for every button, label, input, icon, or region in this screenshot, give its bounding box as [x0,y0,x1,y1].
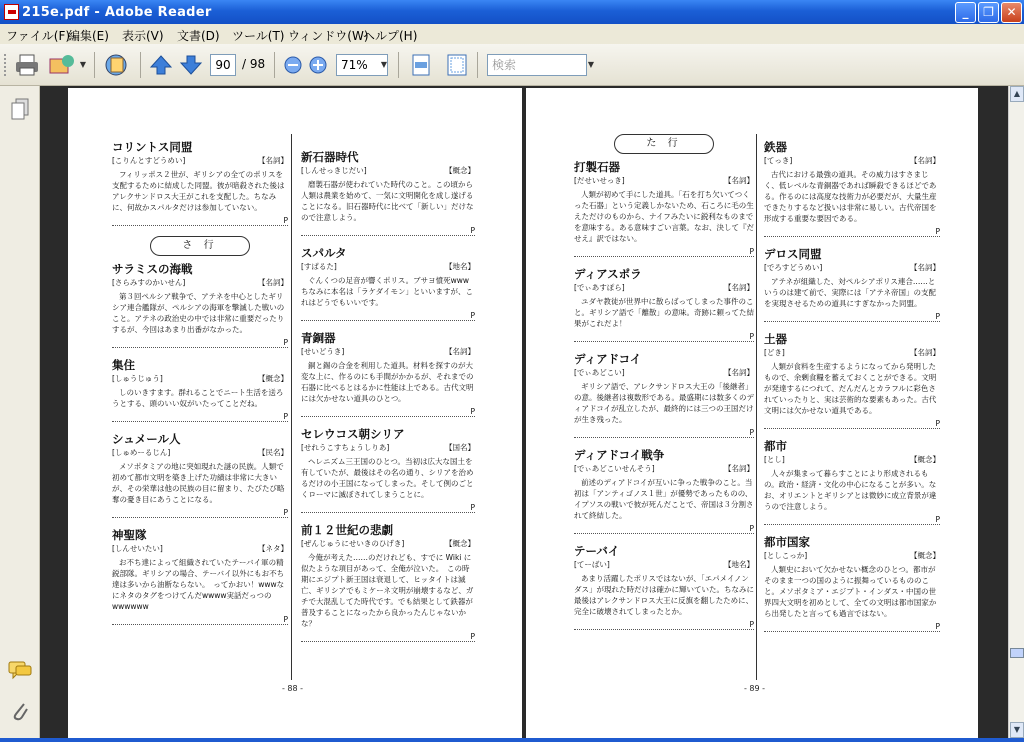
page-number-89: - 89 - [744,684,766,693]
entry-reading: [てーばい] [574,560,610,569]
entry-meta [764,155,940,166]
attachments-icon[interactable] [10,700,30,722]
document-viewer [40,86,1008,738]
entry-meta [764,454,940,465]
entry-meta [301,538,475,549]
right-page-column-2 [764,134,940,642]
page-total-label: / 98 [242,57,266,71]
page-88 [68,88,522,738]
entry-meta [764,550,940,561]
entry-page-ref: P [764,311,940,322]
entry-meta [301,442,475,453]
toolbar-separator [398,52,399,78]
entry-reading: [しゅめーるじん] [112,448,171,457]
entry-description: 今俺が考えた……のだけれども、すでに Wiki に似たような項目があって、全俺が泣いた。 この時期にエジプト新王国は衰退して、ヒッタイトは滅亡、ギリシアでもミケーネ文明が崩壊するなど、ガチで大混乱してた時代です。でも結果として鉄器が普及することになったから良かったんじゃないかな？ [301,553,474,628]
window-title: 215e.pdf - Adobe Reader [22,5,212,20]
right-page-column-1 [574,126,754,640]
entry-category-tag: 【名詞】 [910,348,940,357]
toolbar-separator [140,52,141,78]
entry-headword: デロス同盟 [764,247,822,261]
status-strip [0,738,1024,742]
entry-description: お不ち達によって組織されていたテーバイ軍の精鋭部隊。ギリシアの場合、テーバイ以外にもお不ち達は多いから油断ならない。 ってかおい！wwwなにネタのタグをつけてんだwwww実話だっつのwwwwww [112,558,285,611]
entry-page-ref: P [574,427,754,438]
entry-page-ref: P [574,523,754,534]
entry-reading: [すぱるた] [301,262,337,271]
title-bar [0,0,1024,24]
entry-category-tag: 【名詞】 [910,156,940,165]
menu-item[interactable]: 編集(E) [68,29,109,43]
column-divider [291,134,292,680]
glossary-entry [764,439,940,525]
close-button[interactable]: ✕ [1001,2,1022,23]
menu-item[interactable]: 表示(V) [122,29,164,43]
entry-page-ref: P [574,246,754,257]
fit-width-icon[interactable] [446,53,468,77]
entry-page-ref: P [764,621,940,632]
entry-category-tag: 【地名】 [724,560,754,569]
entry-page-ref: P [574,619,754,630]
scroll-down-icon[interactable]: ▼ [1010,722,1024,738]
left-page-column-1 [112,134,288,635]
scroll-up-icon[interactable]: ▲ [1010,86,1024,102]
entry-reading: [こりんとすどうめい] [112,156,186,165]
entry-headword: 青銅器 [301,331,336,345]
entry-category-tag: 【名詞】 [724,176,754,185]
entry-page-ref: P [764,514,940,525]
glossary-entry [764,535,940,632]
entry-page-ref: P [112,507,288,518]
email-dropdown-icon[interactable]: ▼ [79,60,87,69]
page-number-88: - 88 - [282,684,304,693]
entry-description: ぐんくつの足音が響くポリス。ブサヨ憤死wwwちなみに本名は「ラケダイモン」といいますが、これはどうでもいいです。 [301,276,473,307]
entry-reading: [しんせいたい] [112,544,163,553]
entry-meta [764,347,940,358]
toolbar [0,44,1024,86]
entry-description: フィリッポス２世が、ギリシアの全てのポリスを支配するために結成した同盟。彼が暗殺された後はアレクサンドロス大王がこれを支配した。ちなみに、何故かスパルタだけは参加していない。 [112,170,285,212]
entry-page-ref: P [301,310,475,321]
entry-description: しのいきすます。群れることでニート生活を送ろうとする、頭のいい奴がいたってことだね。 [112,388,284,408]
entry-meta [301,165,475,176]
entry-headword: 土器 [764,332,787,346]
entry-headword: 集住 [112,358,135,372]
entry-meta [112,543,288,554]
restore-button[interactable]: ❐ [978,2,999,23]
entry-meta [574,367,754,378]
glossary-entry [301,150,475,236]
entry-reading: [せいどうき] [301,347,345,356]
entry-meta [301,261,475,272]
entry-description: 古代における最強の道具。その威力はすさまじく、低レベルな青銅器であれば瞬殺できるほどである。作るのには高度な技術力が必要だが、大量生産できたりするなど扱いは非常に易しい。古代帝国を形成する重要な要因である。 [764,170,937,223]
entry-page-ref: P [301,631,475,642]
entry-description: 第３回ペルシア戦争で、アテネを中心としたギリシア連合艦隊が、ペルシアの海軍を撃滅した戦いのこと。アテネの政治史の中では非常に重要だったりするが、今回はあまり出番がなかった。 [112,292,285,334]
entry-category-tag: 【民名】 [258,448,288,457]
entry-page-ref: P [112,215,288,226]
glossary-entry [574,544,754,630]
entry-page-ref: P [301,406,475,417]
scrollbar-thumb[interactable] [1010,648,1024,658]
entry-headword: 打製石器 [574,160,620,174]
pages-panel-icon[interactable] [10,98,30,120]
entry-headword: ディアスポラ [574,267,642,281]
entry-category-tag: 【概念】 [258,374,288,383]
glossary-entry [301,523,475,642]
entry-description: 磨製石器が使われていた時代のこと。この頃から人類は農業を始めて、一気に文明開化を成し遂げることになる。旧石器時代に比べて「新しい」だけなので注意しよう。 [301,180,474,222]
entry-description: あまり活躍したポリスではないが、「エパメイノンダス」が現れた時だけは確かに輝いていた。ちなみに最後はアレクサンドロス大王に反旗を翻したために、完全に破壊されてしまったとか。 [574,574,754,616]
glossary-entry [112,432,288,518]
toolbar-grip [4,54,8,76]
glossary-entry [301,427,475,513]
entry-reading: [でろすどうめい] [764,263,823,272]
search-input[interactable]: 検索 [487,54,587,76]
entry-category-tag: 【名詞】 [445,347,475,356]
glossary-entry [764,140,940,237]
entry-reading: [てっき] [764,156,793,165]
entry-description: 銅と錫の合金を利用した道具。材料を探すのが大変な上に、作るのにも手間がかかるが、それまでの石器に比べるとはるかに性能は上である。古代文明には欠かせない道具のひとつ。 [301,361,474,403]
entry-headword: シュメール人 [112,432,181,446]
search-dropdown-icon[interactable]: ▼ [587,60,595,69]
entry-description: ギリシア語で、アレクサンドロス大王の「後継者」の意。後継者は複数形である。最盛期には数多くのディアドコイが乱立したが、最終的には三つの王国だけが生き残った。 [574,382,754,424]
email-icon[interactable] [48,53,76,77]
entry-meta [112,373,288,384]
entry-category-tag: 【概念】 [445,166,475,175]
glossary-entry [112,262,288,348]
menu-bar [0,24,1024,44]
entry-description: アテネが組織した、対ペルシアポリス連合……というのは建て前で、実際には「アテネ帝国」の支配を実現させるための道具にすぎなかった同盟。 [764,277,937,308]
zoom-dropdown-icon[interactable]: ▼ [380,60,388,69]
entry-meta [112,155,288,166]
entry-reading: [でぃあどこいせんそう] [574,464,655,473]
menu-item[interactable]: ツール(T) [232,29,285,43]
entry-reading: [しゅうじゅう] [112,374,163,383]
glossary-entry [301,331,475,417]
entry-headword: 神聖隊 [112,528,147,542]
menu-item[interactable]: 文書(D) [177,29,220,43]
entry-headword: 都市 [764,439,787,453]
entry-category-tag: 【名詞】 [724,368,754,377]
entry-reading: [しんせっきじだい] [301,166,367,175]
entry-page-ref: P [301,225,475,236]
entry-meta [574,175,754,186]
entry-meta [574,282,754,293]
navigation-panel [0,86,40,742]
next-page-icon[interactable] [180,54,202,76]
entry-description: 人類が初めて手にした道具。「石を打ち欠いてつくった石器」という定義しかないため、石ころに毛の生えただけのものから、ナイフみたいに鋭利なものまでを意味する。ある意味すごい言葉。なお、決して『だせえ』訳ではない。 [574,190,754,243]
entry-category-tag: 【名詞】 [910,263,940,272]
fit-page-icon[interactable] [410,53,432,77]
entry-meta [112,447,288,458]
entry-headword: サラミスの海戦 [112,262,193,276]
entry-category-tag: 【名詞】 [724,464,754,473]
entry-page-ref: P [112,411,288,422]
entry-reading: [としこっか] [764,551,808,560]
entry-headword: 前１２世紀の悲劇 [301,523,393,537]
entry-reading: [せれうこすちょうしりあ] [301,443,390,452]
section-header: た 行 [614,134,714,154]
entry-headword: ディアドコイ [574,352,642,366]
entry-headword: 都市国家 [764,535,810,549]
entry-headword: スパルタ [301,246,347,260]
zoom-out-icon[interactable] [284,56,302,74]
entry-description: メソポタミアの地に突如現れた謎の民族。人類で初めて都市文明を築き上げた功績は非常に大きいが、その栄華は他の民族の目に留まり、たびたび略奪の憂き目にあうことになる。 [112,462,285,504]
entry-category-tag: 【ネタ】 [258,544,288,553]
entry-headword: セレウコス朝シリア [301,427,405,441]
entry-page-ref: P [112,337,288,348]
entry-category-tag: 【地名】 [445,262,475,271]
entry-meta [574,559,754,570]
section-header: さ 行 [150,236,250,256]
entry-headword: 新石器時代 [301,150,359,164]
entry-category-tag: 【国名】 [445,443,475,452]
glossary-entry [112,140,288,226]
toolbar-separator [274,52,275,78]
entry-page-ref: P [764,226,940,237]
entry-meta [764,262,940,273]
entry-page-ref: P [574,331,754,342]
entry-reading: [でぃあすぽら] [574,283,625,292]
glossary-entry [301,246,475,321]
entry-headword: ディアドコイ戦争 [574,448,665,462]
glossary-entry [764,332,940,429]
entry-reading: [とし] [764,455,785,464]
entry-reading: [だせいせっき] [574,176,625,185]
entry-category-tag: 【名詞】 [258,278,288,287]
entry-reading: [でぃあどこい] [574,368,625,377]
page-89 [526,88,978,738]
entry-headword: コリントス同盟 [112,140,193,154]
entry-page-ref: P [764,418,940,429]
pdf-file-icon [4,4,19,20]
menu-item[interactable]: ヘルプ(H) [363,29,418,43]
entry-headword: テーバイ [574,544,620,558]
glossary-entry [574,267,754,342]
entry-category-tag: 【概念】 [910,455,940,464]
entry-description: 人類が食料を生産するようになってから発明したもので、余剰食糧を蓄えておくことができる。文明が発達するにつれて、だんだんとカラフルに彩色されていったりと、実は芸術的な要素もあった。古代文明には欠かせない道具である。 [764,362,937,415]
entry-description: 人々が集まって暮らすことにより形成されるもの。政治・経済・文化の中心になることが多い。なお、オリエントとギリシアとは微妙に成立背景が違うので注意しよう。 [764,469,937,511]
entry-meta [301,346,475,357]
entry-reading: [さらみすのかいせん] [112,278,186,287]
entry-page-ref: P [112,614,288,625]
entry-description: 前述のディアドコイが互いに争った戦争のこと。当初は「アンティゴノス１世」が優勢であったものの、イプソスの戦いで彼が死んだことで、帝国は３分割されて終結した。 [574,478,754,520]
entry-page-ref: P [301,502,475,513]
entry-description: ヘレニズム三王国のひとつ。当初は広大な国土を有していたが、最後はその名の通り、シリアを治めるだけの小王国になってしまった。そして例のごとくローマに滅ぼされてしまうことに。 [301,457,474,499]
glossary-entry [574,448,754,534]
left-page-column-2 [301,144,475,652]
zoom-level-input[interactable]: 71% [336,54,388,76]
comments-icon[interactable] [8,660,32,680]
acrobat-online-icon[interactable] [103,52,131,78]
entry-reading: [ぜんじゅうにせいきのひげき] [301,539,405,548]
column-divider [756,134,757,680]
entry-category-tag: 【概念】 [910,551,940,560]
print-icon[interactable] [14,53,40,77]
page-number-input[interactable]: 90 [210,54,236,76]
zoom-in-icon[interactable] [309,56,327,74]
minimize-button[interactable]: _ [955,2,976,23]
previous-page-icon[interactable] [150,54,172,76]
entry-description: ユダヤ教徒が世界中に散らばってしまった事件のこと。ギリシア語で「離散」の意味。奇跡に頼ってた結果がこれだよ！ [574,297,754,328]
glossary-entry [574,160,754,257]
entry-headword: 鉄器 [764,140,787,154]
glossary-entry [574,352,754,438]
entry-category-tag: 【名詞】 [258,156,288,165]
toolbar-separator [477,52,478,78]
glossary-entry [112,358,288,422]
glossary-entry [764,247,940,322]
toolbar-separator [94,52,95,78]
entry-meta [112,277,288,288]
entry-reading: [どき] [764,348,785,357]
vertical-scrollbar[interactable] [1008,86,1024,738]
entry-category-tag: 【名詞】 [724,283,754,292]
menu-item[interactable]: ウィンドウ(W) [288,29,369,43]
menu-item[interactable]: ファイル(F) [6,29,71,43]
entry-meta [574,463,754,474]
glossary-entry [112,528,288,625]
entry-category-tag: 【概念】 [445,539,475,548]
entry-description: 人類史において欠かせない概念のひとつ。都市がそのまま一つの国のように振舞っているもののこと。メソポタミア・エジプト・インダス・中国の世界四大文明を初めとして、全ての文明は都市国家から出発したと言っても過言ではない。 [764,565,937,618]
